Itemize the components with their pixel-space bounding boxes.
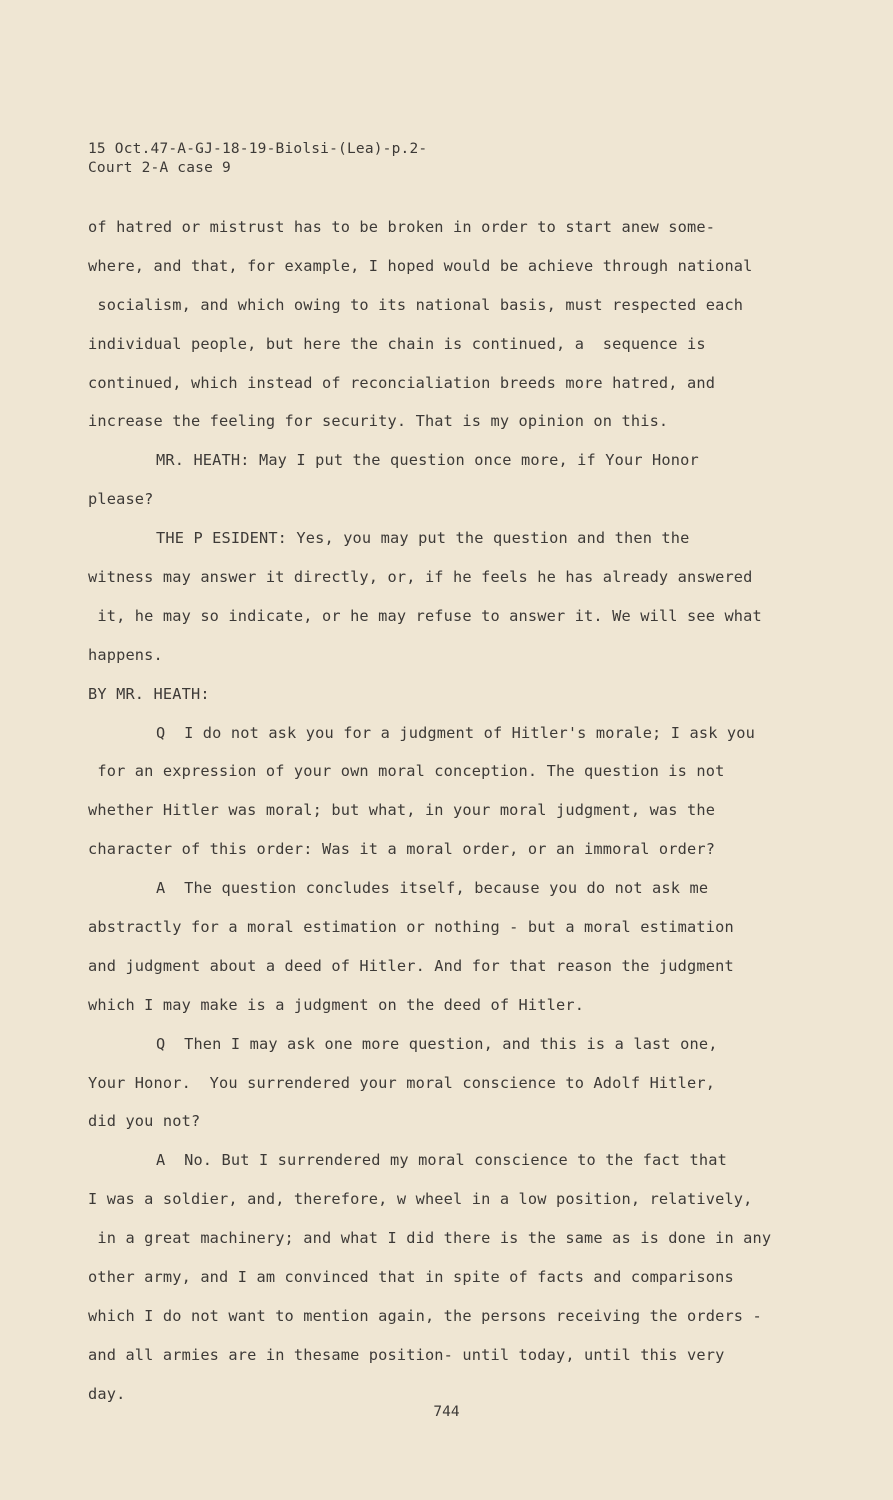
text-line: and all armies are in thesame position- until today, until this very (88, 1345, 725, 1364)
text-line: MR. HEATH: May I put the question once more, if Your Honor (156, 451, 699, 470)
text-line: BY MR. HEATH: (88, 684, 210, 703)
text-line: and judgment about a deed of Hitler. And for that reason the judgment (88, 956, 734, 975)
text-line: where, and that, for example, I hoped would be achieve through national (88, 256, 753, 275)
text-line: character of this order: Was it a moral order, or an immoral order? (88, 840, 716, 859)
text-line: which I may make is a judgment on the deed of Hitler. (88, 995, 585, 1014)
text-line: socialism, and which owing to its national basis, must respected each (88, 295, 744, 314)
text-line: A No. But I surrendered my moral conscience to the fact that (156, 1151, 727, 1170)
text-line: happens. (88, 645, 163, 664)
text-line: please? (88, 490, 154, 509)
text-line: whether Hitler was moral; but what, in your moral judgment, was the (88, 801, 716, 820)
text-line: other army, and I am convinced that in spite of facts and comparisons (88, 1268, 734, 1287)
text-line: individual people, but here the chain is continued, a sequence is (88, 334, 706, 353)
text-line: THE P ESIDENT: Yes, you may put the question and then the (156, 529, 690, 548)
text-line: I was a soldier, and, therefore, w wheel in a low position, relatively, (88, 1190, 753, 1209)
page-number: 744 (433, 1404, 460, 1420)
text-line: it, he may so indicate, or he may refuse to answer it. We will see what (88, 606, 762, 625)
text-line: continued, which instead of reconcialiation breeds more hatred, and (88, 373, 716, 392)
text-line: witness may answer it directly, or, if he feels he has already answered (88, 568, 753, 587)
text-line: in a great machinery; and what I did there is the same as is done in any (88, 1229, 772, 1248)
text-line: A The question concludes itself, because you do not ask me (156, 879, 709, 898)
header-line-2: Court 2-A case 9 (88, 160, 231, 176)
text-line: Q I do not ask you for a judgment of Hitler's morale; I ask you (156, 723, 756, 742)
document-body (88, 214, 808, 1420)
header-line-1: 15 Oct.47-A-GJ-18-19-Biolsi-(Lea)-p.2- (88, 141, 428, 157)
text-line: Your Honor. You surrendered your moral conscience to Adolf Hitler, (88, 1073, 716, 1092)
text-line: for an expression of your own moral conception. The question is not (88, 762, 725, 781)
text-line: abstractly for a moral estimation or nothing - but a moral estimation (88, 918, 734, 937)
text-line: increase the feeling for security. That is my opinion on this. (88, 412, 669, 431)
text-line: did you not? (88, 1112, 201, 1131)
text-line: which I do not want to mention again, the persons receiving the orders - (88, 1306, 762, 1325)
text-line: of hatred or mistrust has to be broken in order to start anew some- (88, 218, 716, 236)
document-header (88, 140, 427, 178)
text-line: Q Then I may ask one more question, and this is a last one, (156, 1034, 718, 1053)
text-line: day. (88, 1384, 126, 1403)
